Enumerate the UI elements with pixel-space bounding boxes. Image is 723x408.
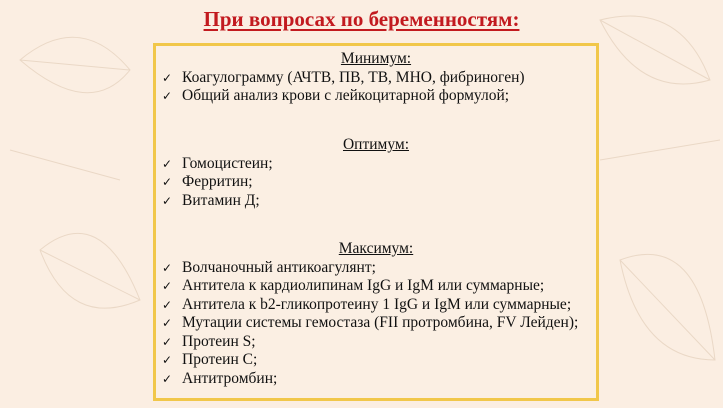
list-item: ✓ Мутации системы гемостаза (FII протромбина, FV Лейден); xyxy=(162,314,579,331)
list-item: ✓ Гомоцистеин; xyxy=(162,154,273,172)
section-heading: Оптимум: xyxy=(342,136,410,153)
list-item: ✓ Антитромбин; xyxy=(162,369,278,387)
list-item: ✓ Коагулограмму (АЧТВ, ПВ, ТВ, МНО, фибриноген) xyxy=(162,68,525,86)
section-heading: Минимум: xyxy=(340,50,412,67)
list-item: ✓ Антитела к кардиолипинам IgG и IgM или суммарные; xyxy=(162,277,545,294)
check-icon: ✓ xyxy=(162,334,173,349)
check-icon: ✓ xyxy=(162,260,173,275)
check-icon: ✓ xyxy=(162,297,173,312)
list-item: ✓ Антитела к b2-гликопротеину 1 IgG и IgM или суммарные; xyxy=(162,295,572,313)
check-icon: ✓ xyxy=(162,89,173,103)
tests-box xyxy=(153,43,599,401)
list-item: ✓ Волчаночный антикоагулянт; xyxy=(162,258,376,276)
list-item: ✓ Протеин S; xyxy=(162,332,256,350)
page-title: При вопросах по беременностям: xyxy=(203,7,520,31)
section-minimum xyxy=(162,50,590,106)
check-icon: ✓ xyxy=(162,353,173,367)
check-icon: ✓ xyxy=(162,279,173,293)
section-maximum xyxy=(162,240,590,388)
check-icon: ✓ xyxy=(162,70,173,85)
list-item: ✓ Витамин Д; xyxy=(162,191,260,209)
list-item: ✓ Протеин C; xyxy=(162,351,258,368)
check-icon: ✓ xyxy=(162,175,173,189)
list-item: ✓ Общий анализ крови с лейкоцитарной формулой; xyxy=(162,87,510,104)
list-item: ✓ Ферритин; xyxy=(162,173,253,190)
section-heading: Максимум: xyxy=(338,240,414,257)
section-optimum xyxy=(162,136,590,210)
check-icon: ✓ xyxy=(162,156,173,171)
check-icon: ✓ xyxy=(162,371,173,386)
check-icon: ✓ xyxy=(162,316,173,330)
check-icon: ✓ xyxy=(162,193,173,208)
